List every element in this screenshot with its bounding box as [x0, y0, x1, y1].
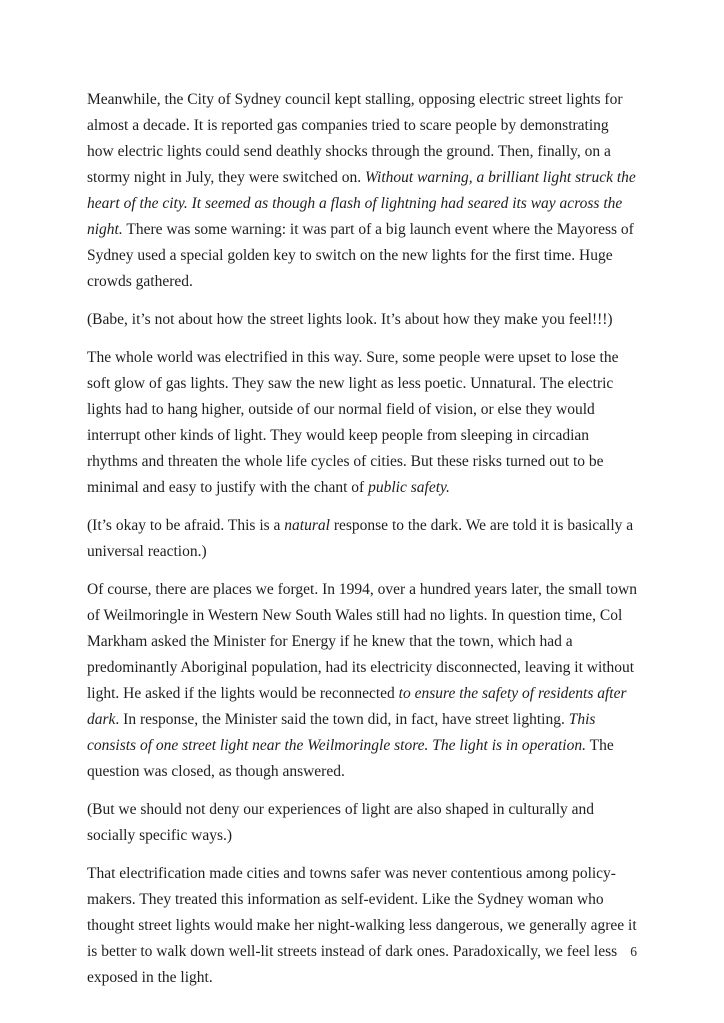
text-run: Meanwhile, the City of Sydney council kept stalling, opposing electric street lights for almost a decade. It is reported gas companies tried to scare people by demonstrating how electric lights could send deathly shocks through the ground. Then, finally, on a stormy night in July, they were switched on. [87, 91, 623, 186]
text-run: natural [284, 517, 330, 534]
page-body [87, 87, 638, 991]
text-run: public safety. [368, 479, 450, 496]
paragraph [87, 577, 638, 785]
text-run: Of course, there are places we forget. In 1994, over a hundred years later, the small town of Weilmoringle in Western New South Wales still had no lights. In question time, Col Markham asked the Minister for Energy if he knew that the town, which had a predominantly Aboriginal population, had its electricity disconnected, leaving it without light. He asked if the lights would be reconnected [87, 581, 637, 702]
text-run: . In response, the Minister said the town did, in fact, have street lighting. [115, 711, 569, 728]
text-run: (Babe, it’s not about how the street lights look. It’s about how they make you feel!!!) [87, 311, 613, 328]
text-run: There was some warning: it was part of a big launch event where the Mayoress of Sydney used a special golden key to switch on the new lights for the first time. Huge crowds gathered. [87, 221, 634, 290]
text-run: The question was closed, as though answered. [87, 737, 614, 780]
text-run: Without warning, a brilliant light struck the heart of the city. It seemed as though a flash of lightning had seared its way across the night. [87, 169, 636, 238]
text-run: The whole world was electrified in this way. Sure, some people were upset to lose the soft glow of gas lights. They saw the new light as less poetic. Unnatural. The electric lights had to hang higher, outside of our normal field of vision, or else they would interrupt other kinds of light. They would keep people from sleeping in circadian rhythms and threaten the whole life cycles of cities. But these risks turned out to be minimal and easy to justify with the chant of [87, 349, 619, 496]
paragraph [87, 513, 638, 565]
text-run: to ensure the safety of residents after dark [87, 685, 627, 728]
page-number: 6 [630, 944, 637, 959]
paragraph [87, 307, 638, 333]
paragraph [87, 861, 638, 991]
text-run: That electrification made cities and towns safer was never contentious among policy-makers. They treated this information as self-evident. Like the Sydney woman who thought street lights would make her night-walking less dangerous, we generally agree it is better to walk down well-lit streets instead of dark ones. Paradoxically, we feel less exposed in the light. [87, 865, 637, 986]
paragraph [87, 87, 638, 295]
text-run: (But we should not deny our experiences of light are also shaped in culturally and socially specific ways.) [87, 801, 595, 844]
text-run: This consists of one street light near the Weilmoringle store. The light is in operation. [87, 711, 596, 754]
text-run: (It’s okay to be afraid. This is a [87, 517, 285, 534]
text-run: response to the dark. We are told it is basically a universal reaction.) [87, 517, 634, 560]
paragraph [87, 797, 638, 849]
paragraph [87, 345, 638, 501]
